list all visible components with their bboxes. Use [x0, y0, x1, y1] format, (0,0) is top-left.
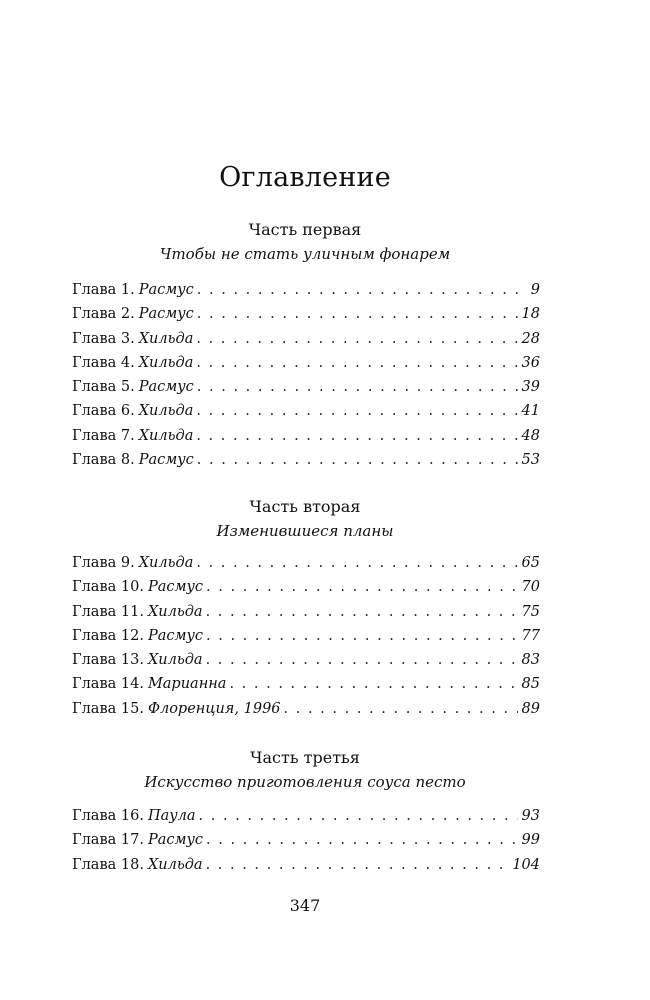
toc-entry-name: Хильда [138, 354, 194, 371]
toc-entry-page-number: 70 [521, 579, 540, 596]
toc-entry[interactable] [72, 832, 540, 856]
toc-entry-name: Флоренция, 1996 [147, 700, 281, 717]
toc-entry-chapter: Глава 2. [72, 306, 135, 323]
toc-entry-chapter: Глава 5. [72, 379, 135, 396]
toc-entry-leader-dots [197, 306, 518, 322]
toc-entry-leader-dots [206, 857, 509, 873]
toc-entry-leader-dots [196, 355, 517, 371]
toc-entry-leader-dots [229, 676, 517, 692]
toc-entry-chapter: Глава 17. [72, 832, 144, 849]
part-3-subtitle: Искусство приготовления соуса песто [144, 773, 466, 791]
toc-entry-chapter: Глава 14. [72, 676, 144, 693]
toc-entry-page-number: 18 [521, 306, 540, 323]
toc-entry-leader-dots [206, 832, 518, 848]
toc-entry-chapter: Глава 3. [72, 330, 135, 347]
toc-entry-name: Хильда [138, 403, 194, 420]
toc-entry-chapter: Глава 13. [72, 652, 144, 669]
part-3-toc-list [72, 808, 540, 881]
toc-entry-leader-dots [196, 555, 517, 571]
toc-entry-leader-dots [206, 652, 518, 668]
toc-entry-leader-dots [284, 701, 518, 717]
toc-entry[interactable] [72, 379, 540, 403]
toc-entry-leader-dots [206, 604, 518, 620]
toc-entry-name: Расмус [147, 579, 204, 596]
toc-entry-name: Хильда [147, 603, 203, 620]
toc-entry[interactable] [72, 306, 540, 330]
toc-entry[interactable] [72, 331, 540, 355]
toc-entry-page-number: 83 [521, 652, 540, 669]
part-1-subtitle: Чтобы не стать уличным фонарем [159, 245, 451, 263]
toc-entry-name: Расмус [147, 627, 204, 644]
part-2-heading: Часть вторая [249, 497, 361, 516]
toc-entry[interactable] [72, 555, 540, 579]
toc-entry-chapter: Глава 1. [72, 282, 135, 298]
toc-entry[interactable] [72, 857, 540, 881]
toc-entry-page-number: 36 [521, 354, 540, 371]
toc-entry[interactable] [72, 628, 540, 652]
toc-entry[interactable] [72, 403, 540, 427]
toc-entry-page-number: 53 [521, 452, 540, 469]
toc-entry[interactable] [72, 652, 540, 676]
toc-entry-name: Расмус [147, 832, 204, 849]
part-2-toc-list [72, 555, 540, 725]
toc-entry-chapter: Глава 10. [72, 579, 144, 596]
toc-entry-leader-dots [197, 282, 527, 298]
toc-entry-page-number: 93 [521, 808, 540, 824]
toc-entry-chapter: Глава 4. [72, 354, 135, 371]
toc-entry[interactable] [72, 428, 540, 452]
toc-entry-page-number: 65 [521, 555, 540, 571]
toc-entry-page-number: 39 [521, 379, 540, 396]
toc-entry[interactable] [72, 808, 540, 832]
toc-entry-name: Хильда [138, 427, 194, 444]
toc-entry-page-number: 104 [512, 856, 540, 873]
toc-entry-chapter: Глава 6. [72, 403, 135, 420]
toc-entry-page-number: 99 [521, 832, 540, 849]
toc-entry-page-number: 75 [521, 603, 540, 620]
toc-entry-name: Хильда [138, 555, 194, 571]
toc-entry-name: Хильда [147, 856, 203, 873]
toc-entry-chapter: Глава 7. [72, 427, 135, 444]
toc-entry-name: Хильда [138, 330, 194, 347]
toc-entry[interactable] [72, 452, 540, 476]
toc-entry[interactable] [72, 676, 540, 700]
part-1-heading: Часть первая [248, 220, 362, 239]
page-number: 347 [289, 896, 321, 915]
toc-entry[interactable] [72, 355, 540, 379]
toc-entry-page-number: 48 [521, 427, 540, 444]
toc-entry-name: Марианна [147, 676, 227, 693]
part-2-subtitle: Изменившиеся планы [216, 522, 394, 540]
toc-entry-chapter: Глава 9. [72, 555, 135, 571]
toc-entry-page-number: 89 [521, 700, 540, 717]
toc-entry-chapter: Глава 11. [72, 603, 144, 620]
part-1-toc-list [72, 282, 540, 476]
toc-entry-leader-dots [197, 452, 518, 468]
toc-entry[interactable] [72, 701, 540, 725]
toc-entry-name: Расмус [138, 452, 194, 469]
toc-entry-page-number: 85 [521, 676, 540, 693]
toc-entry-leader-dots [196, 331, 517, 347]
toc-entry-name: Расмус [138, 379, 194, 396]
toc-entry-leader-dots [196, 428, 517, 444]
toc-entry[interactable] [72, 579, 540, 603]
toc-entry-leader-dots [196, 403, 517, 419]
toc-entry-name: Расмус [138, 282, 194, 298]
toc-entry-leader-dots [199, 808, 518, 824]
toc-entry-page-number: 28 [521, 330, 540, 347]
toc-entry-chapter: Глава 12. [72, 627, 144, 644]
toc-entry-chapter: Глава 8. [72, 452, 135, 469]
toc-entry-leader-dots [206, 579, 518, 595]
toc-entry-page-number: 41 [521, 403, 540, 420]
toc-entry-chapter: Глава 16. [72, 808, 144, 824]
toc-entry-leader-dots [206, 628, 518, 644]
toc-entry[interactable] [72, 604, 540, 628]
toc-entry-page-number: 9 [530, 282, 540, 298]
toc-entry-name: Хильда [147, 652, 203, 669]
page-title: Оглавление [219, 162, 391, 193]
toc-entry-page-number: 77 [521, 627, 540, 644]
toc-entry-chapter: Глава 15. [72, 700, 144, 717]
part-3-heading: Часть третья [250, 748, 360, 767]
toc-entry[interactable] [72, 282, 540, 306]
toc-entry-leader-dots [197, 379, 518, 395]
toc-entry-name: Расмус [138, 306, 194, 323]
toc-entry-name: Паула [147, 808, 196, 824]
toc-entry-chapter: Глава 18. [72, 856, 144, 873]
